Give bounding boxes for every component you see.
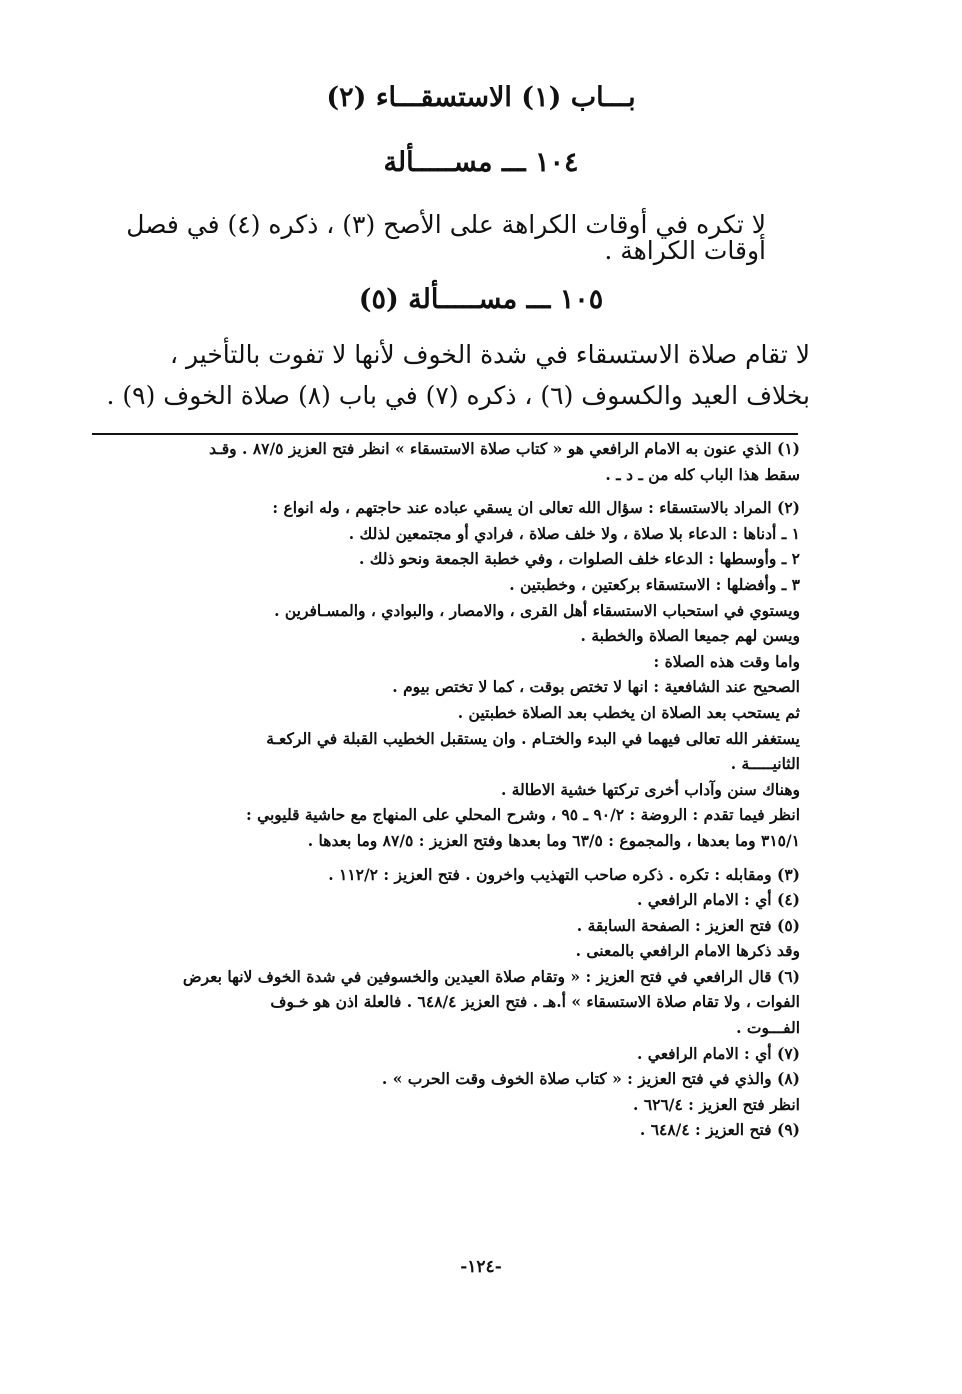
- footnote-line: ٣ ـ وأفضلها : الاستسقاء بركعتين ، وخطبتين .: [509, 574, 800, 594]
- footnote-line: (٩) فتح العزيز : ٦٤٨/٤ .: [639, 1120, 800, 1140]
- footnote-line: ويسن لهم جميعا الصلاة والخطبة .: [580, 626, 800, 646]
- footnote-line: (٧) أي : الامام الرافعي .: [636, 1043, 800, 1063]
- footnote-line: (٦) قال الرافعي في فتح العزيز : « وتقام صلاة العيدين والخسوفين في شدة الخوف لانها بعرض: [182, 966, 800, 986]
- footnote-line: واما وقت هذه الصلاة :: [653, 651, 800, 671]
- issue-heading-105: ١٠٥ ـــ مســـــألة (٥): [358, 284, 604, 315]
- footnote-line: وهناك سنن وآداب أخرى تركتها خشية الاطالة .: [500, 779, 800, 799]
- issue-text-104: لا تكره في أوقات الكراهة على الأصح (٣) ، ذكره (٤) في فصل أوقات الكراهة .: [126, 210, 766, 265]
- footnote-line: (١) الذي عنون به الامام الرافعي هو « كتاب صلاة الاستسقاء » انظر فتح العزيز ٨٧/٥ . وقـد: [209, 439, 800, 458]
- issue-heading-104: ١٠٤ ـــ مســـــألة: [383, 147, 579, 178]
- footnote-line: يستغفر الله تعالى فيهما في البدء والختـام . وان يستقبل الخطيب القبلة في الركعـة: [266, 728, 800, 748]
- footnote-divider: [92, 433, 798, 435]
- footnote-line: ٢ ـ وأوسطها : الدعاء خلف الصلوات ، وفي خطبة الجمعة ونحو ذلك .: [358, 549, 800, 569]
- footnote-line: الفـــوت .: [736, 1018, 800, 1038]
- footnote-line: انظر فتح العزيز : ٦٢٦/٤ .: [633, 1094, 800, 1114]
- chapter-title: بـــاب (١) الاستسقـــاء (٢): [326, 82, 636, 113]
- footnote-line: ١ ـ أدناها : الدعاء بلا صلاة ، ولا خلف صلاة ، فرادي أو مجتمعين لذلك .: [348, 523, 800, 543]
- footnote-line: ٣١٥/١ وما بعدها ، والمجموع : ٦٣/٥ وما بعدها وفتح العزيز : ٨٧/٥ وما بعدها .: [307, 830, 800, 850]
- footnote-line: (٥) فتح العزيز : الصفحة السابقة .: [576, 915, 800, 935]
- issue-text-105: لا تقام صلاة الاستسقاء في شدة الخوف لأنها لا تفوت بالتأخير ، بخلاف العيد والكسوف (٦) ، ذكره (٧) في باب (٨) صلاة الخوف (٩) .: [106, 340, 810, 410]
- footnote-line: الثانيـــــة .: [730, 754, 800, 774]
- footnote-line: ثم يستحب بعد الصلاة ان يخطب بعد الصلاة خطبتين .: [457, 702, 800, 722]
- footnote-line: الصحيح عند الشافعية : انها لا تختص بوقت ، كما لا تختص بيوم .: [392, 677, 800, 697]
- footnotes: [96, 436, 800, 1143]
- page-number: -١٢٤-: [460, 1257, 502, 1277]
- footnote-line: سقط هذا الباب كله من ـ د ـ .: [605, 464, 800, 484]
- footnote-line: وقد ذكرها الامام الرافعي بالمعنى .: [575, 941, 800, 961]
- footnote-line: انظر فيما تقدم : الروضة : ٩٠/٢ ـ ٩٥ ، وشرح المحلي على المنهاج مع حاشية قليوبي :: [245, 805, 800, 825]
- footnote-line: (٨) والذي في فتح العزيز : « كتاب صلاة الخوف وقت الحرب » .: [381, 1069, 800, 1089]
- footnote-line: ويستوي في استحباب الاستسقاء أهل القرى ، والامصار ، والبوادي ، والمسـافرين .: [274, 600, 800, 620]
- footnote-line: (٣) ومقابله : تكره . ذكره صاحب التهذيب واخرون . فتح العزيز : ١١٢/٢ .: [328, 864, 800, 884]
- footnote-line: (٤) أي : الامام الرافعي .: [636, 890, 800, 910]
- footnote-line: (٢) المراد بالاستسقاء : سؤال الله تعالى ان يسقي عباده عند حاجتهم ، وله انواع :: [272, 498, 800, 518]
- footnote-line: الفوات ، ولا تقام صلاة الاستسقاء » أ.هـ . فتح العزيز ٦٤٨/٤ . فالعلة اذن هو خـوف: [270, 992, 800, 1012]
